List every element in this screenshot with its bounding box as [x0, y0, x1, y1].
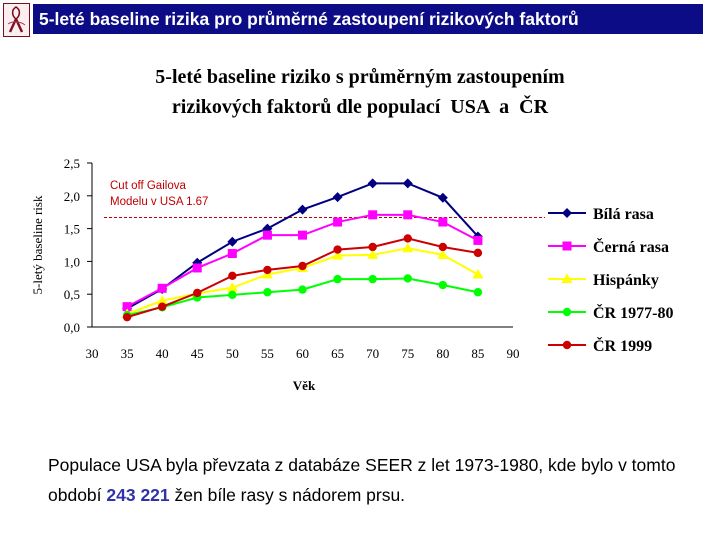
- x-tick-label: 80: [436, 346, 450, 361]
- legend-marker: [563, 341, 571, 349]
- y-tick-label: 2,0: [63, 188, 80, 204]
- data-point: [404, 234, 412, 242]
- data-point: [402, 243, 413, 253]
- data-point: [473, 236, 482, 245]
- data-point: [333, 192, 343, 202]
- x-tick-label: 35: [120, 346, 134, 361]
- data-point: [403, 178, 413, 188]
- y-tick-label: 0,5: [63, 287, 80, 303]
- data-point: [403, 210, 412, 219]
- chart-title-line-2: rizikových faktorů dle populací USA a ČR: [171, 96, 549, 118]
- x-tick-label: 30: [85, 346, 99, 361]
- cutoff-label: Cut off Gailova: [110, 180, 186, 192]
- data-point: [228, 249, 237, 258]
- data-point: [333, 218, 342, 227]
- data-point: [474, 288, 482, 296]
- data-point: [298, 205, 308, 215]
- y-tick-label: 1,0: [63, 254, 80, 270]
- y-tick-label: 1,5: [63, 221, 80, 237]
- data-point: [193, 289, 201, 297]
- legend-label: ČR 1977-80: [593, 305, 674, 322]
- x-tick-label: 40: [155, 346, 169, 361]
- data-point: [193, 263, 202, 272]
- data-point: [158, 302, 166, 310]
- x-tick-label: 85: [471, 346, 485, 361]
- legend-label: Černá rasa: [593, 239, 669, 256]
- data-point: [368, 210, 377, 219]
- data-point: [158, 284, 167, 293]
- data-point: [263, 266, 271, 274]
- x-tick-label: 75: [401, 346, 415, 361]
- data-point: [333, 275, 341, 283]
- data-point: [298, 285, 306, 293]
- data-point: [298, 231, 307, 240]
- legend-marker: [563, 308, 571, 316]
- footer-highlight-count: 243 221: [106, 485, 170, 505]
- data-point: [123, 313, 131, 321]
- x-tick-label: 90: [506, 346, 520, 361]
- data-point: [228, 291, 236, 299]
- data-point: [333, 245, 341, 253]
- footer-note: [48, 450, 708, 510]
- y-axis-label: 5-letý baseline risk: [30, 195, 45, 295]
- data-point: [227, 237, 237, 247]
- data-point: [472, 269, 483, 279]
- data-point: [263, 231, 272, 240]
- chart-title-line-1: 5-leté baseline riziko s průměrným zastoupením: [155, 66, 565, 88]
- header-title: 5-leté baseline rizika pro průměrné zastoupení rizikových faktorů: [33, 4, 703, 34]
- x-tick-label: 65: [331, 346, 345, 361]
- data-point: [368, 178, 378, 188]
- data-point: [474, 249, 482, 257]
- cutoff-label: Modelu v USA 1.67: [110, 196, 209, 208]
- data-point: [228, 272, 236, 280]
- y-tick-label: 0,0: [63, 320, 80, 335]
- x-tick-label: 55: [260, 346, 274, 361]
- y-tick-label: 2,5: [63, 156, 80, 171]
- data-point: [368, 275, 376, 283]
- legend-label: Hispánky: [593, 272, 659, 289]
- legend-label: Bílá rasa: [593, 206, 654, 223]
- x-tick-label: 60: [296, 346, 309, 361]
- x-tick-label: 50: [225, 346, 239, 361]
- legend-marker: [563, 242, 572, 251]
- data-point: [439, 281, 447, 289]
- x-tick-label: 45: [190, 346, 204, 361]
- x-axis-label: Věk: [292, 378, 316, 393]
- data-point: [438, 218, 447, 227]
- legend-label: ČR 1999: [593, 338, 653, 355]
- data-point: [298, 262, 306, 270]
- data-point: [368, 243, 376, 251]
- x-tick-label: 70: [366, 346, 380, 361]
- footer-text-before: Populace USA byla převzata z databáze SEER z let 1973-1980, kde bylo v tomto období: [48, 455, 676, 505]
- data-point: [404, 274, 412, 282]
- data-point: [439, 243, 447, 251]
- footer-text-after: žen bíle rasy s nádorem prsu.: [169, 485, 406, 505]
- data-point: [263, 288, 271, 296]
- legend-marker: [562, 208, 572, 218]
